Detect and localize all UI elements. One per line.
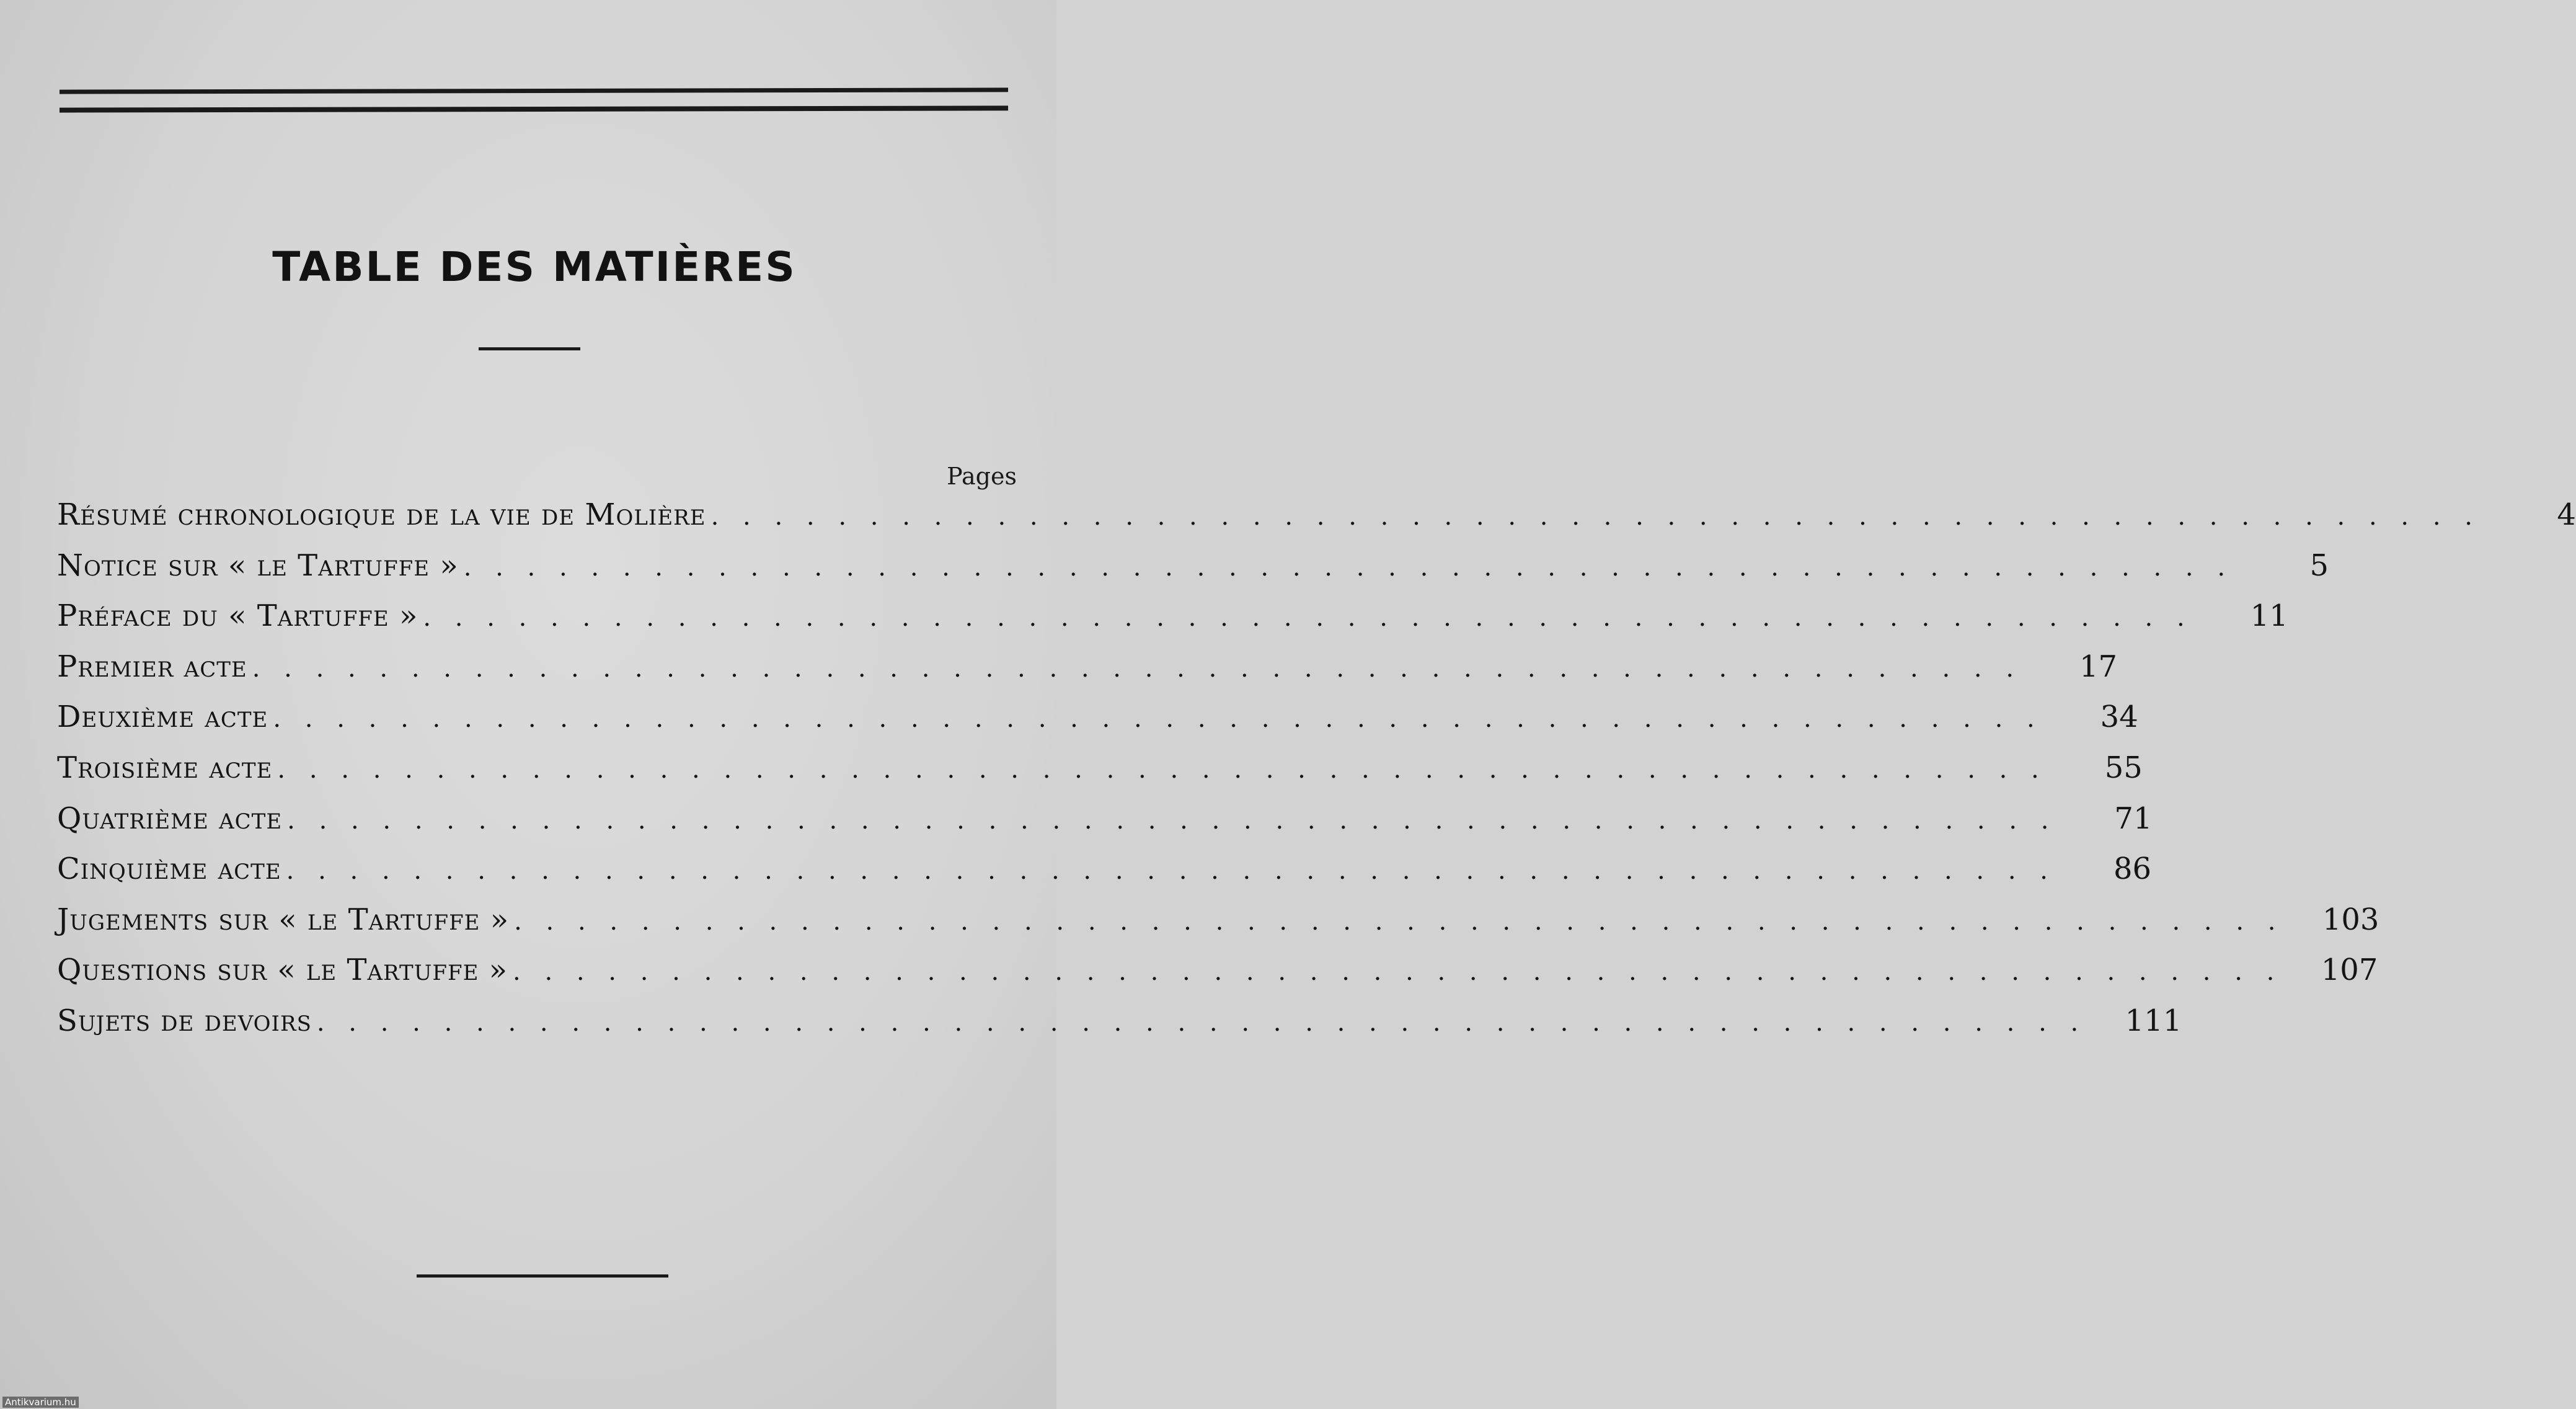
toc-entry xyxy=(57,895,2379,946)
toc-entry-title: Quatrième acte xyxy=(57,801,283,836)
toc-entry-title: Premier acte xyxy=(57,649,247,684)
toc-entry-page: 103 xyxy=(2322,902,2379,937)
toc-entry-page: 5 xyxy=(2309,548,2329,583)
dot-leader: . . . . . . . . . . . . . . . . . . . . . . . . . . . . . . . . . . . . . . . . . . . . . . . . . . . . . . . . xyxy=(252,654,2022,683)
toc-entry-page: 86 xyxy=(2113,851,2152,887)
toc-entry-title: Préface du « Tartuffe » xyxy=(57,598,418,634)
toc-entry xyxy=(57,794,2153,845)
pages-column-heading: Pages xyxy=(947,463,1017,490)
dot-leader: . . . . . . . . . . . . . . . . . . . . . . . . . . . . . . . . . . . . . . . . . . . . . . . . . . . . . . . . xyxy=(513,958,2283,987)
toc-entry-title: Cinquième acte xyxy=(57,851,281,887)
toc-entry-page: 4 xyxy=(2557,497,2576,532)
toc-entry-page: 17 xyxy=(2079,649,2118,684)
toc-entry-page: 107 xyxy=(2321,953,2378,988)
toc-entry-page: 34 xyxy=(2100,700,2138,735)
top-rule-lower xyxy=(60,105,1008,112)
toc-entry-page: 55 xyxy=(2104,750,2143,785)
toc-entry xyxy=(57,541,2329,592)
page-title: TABLE DES MATIÈRES xyxy=(272,243,797,291)
dot-leader: . . . . . . . . . . . . . . . . . . . . . . . . . . . . . . . . . . . . . . . . . . . . . . . . . . . . . . . . xyxy=(286,856,2056,886)
toc-entry-page: 111 xyxy=(2125,1003,2182,1038)
toc-entry xyxy=(57,642,2118,693)
bottom-rule xyxy=(417,1274,668,1278)
toc-entry-title: Troisième acte xyxy=(57,750,273,785)
toc-entry-page: 11 xyxy=(2250,598,2288,634)
dot-leader: . . . . . . . . . . . . . . . . . . . . . . . . . . . . . . . . . . . . . . . . . . . . . . . . . . . . . . . . xyxy=(423,603,2193,633)
toc-entry-title: Sujets de devoirs xyxy=(57,1003,312,1038)
dot-leader: . . . . . . . . . . . . . . . . . . . . . . . . . . . . . . . . . . . . . . . . . . . . . . . . . . . . . . . . xyxy=(287,806,2057,835)
dot-leader: . . . . . . . . . . . . . . . . . . . . . . . . . . . . . . . . . . . . . . . . . . . . . . . . . . . . . . . . xyxy=(277,755,2047,784)
watermark: Antikvarium.hu xyxy=(2,1397,79,1408)
title-underline xyxy=(479,347,580,350)
toc-entry-page: 71 xyxy=(2114,801,2153,836)
dot-leader: . . . . . . . . . . . . . . . . . . . . . . . . . . . . . . . . . . . . . . . . . . . . . . . . . . . . . . . . xyxy=(273,704,2043,734)
top-rule-upper xyxy=(60,87,1008,94)
dot-leader: . . . . . . . . . . . . . . . . . . . . . . . . . . . . . . . . . . . . . . . . . . . . . . . . . . . . . . . . xyxy=(514,907,2284,936)
dot-leader: . . . . . . . . . . . . . . . . . . . . . . . . . . . . . . . . . . . . . . . . . . . . . . . . . . . . . . . . xyxy=(710,502,2481,531)
toc-entry-title: Jugements sur « le Tartuffe » xyxy=(57,902,510,937)
table-of-contents xyxy=(57,490,2576,1047)
toc-entry-title: Notice sur « le Tartuffe » xyxy=(57,548,459,583)
toc-entry xyxy=(57,996,2182,1047)
toc-entry xyxy=(57,490,2576,541)
dot-leader: . . . . . . . . . . . . . . . . . . . . . . . . . . . . . . . . . . . . . . . . . . . . . . . . . . . . . . . . xyxy=(463,553,2234,582)
toc-entry xyxy=(57,743,2143,794)
dot-leader: . . . . . . . . . . . . . . . . . . . . . . . . . . . . . . . . . . . . . . . . . . . . . . . . . . . . . . . . xyxy=(316,1008,2087,1037)
toc-entry xyxy=(57,692,2138,743)
toc-entry-title: Deuxième acte xyxy=(57,700,268,735)
toc-entry xyxy=(57,844,2152,895)
toc-entry xyxy=(57,945,2378,996)
toc-entry-title: Résumé chronologique de la vie de Molière xyxy=(57,497,706,532)
toc-entry xyxy=(57,591,2288,642)
toc-entry-title: Questions sur « le Tartuffe » xyxy=(57,953,508,988)
